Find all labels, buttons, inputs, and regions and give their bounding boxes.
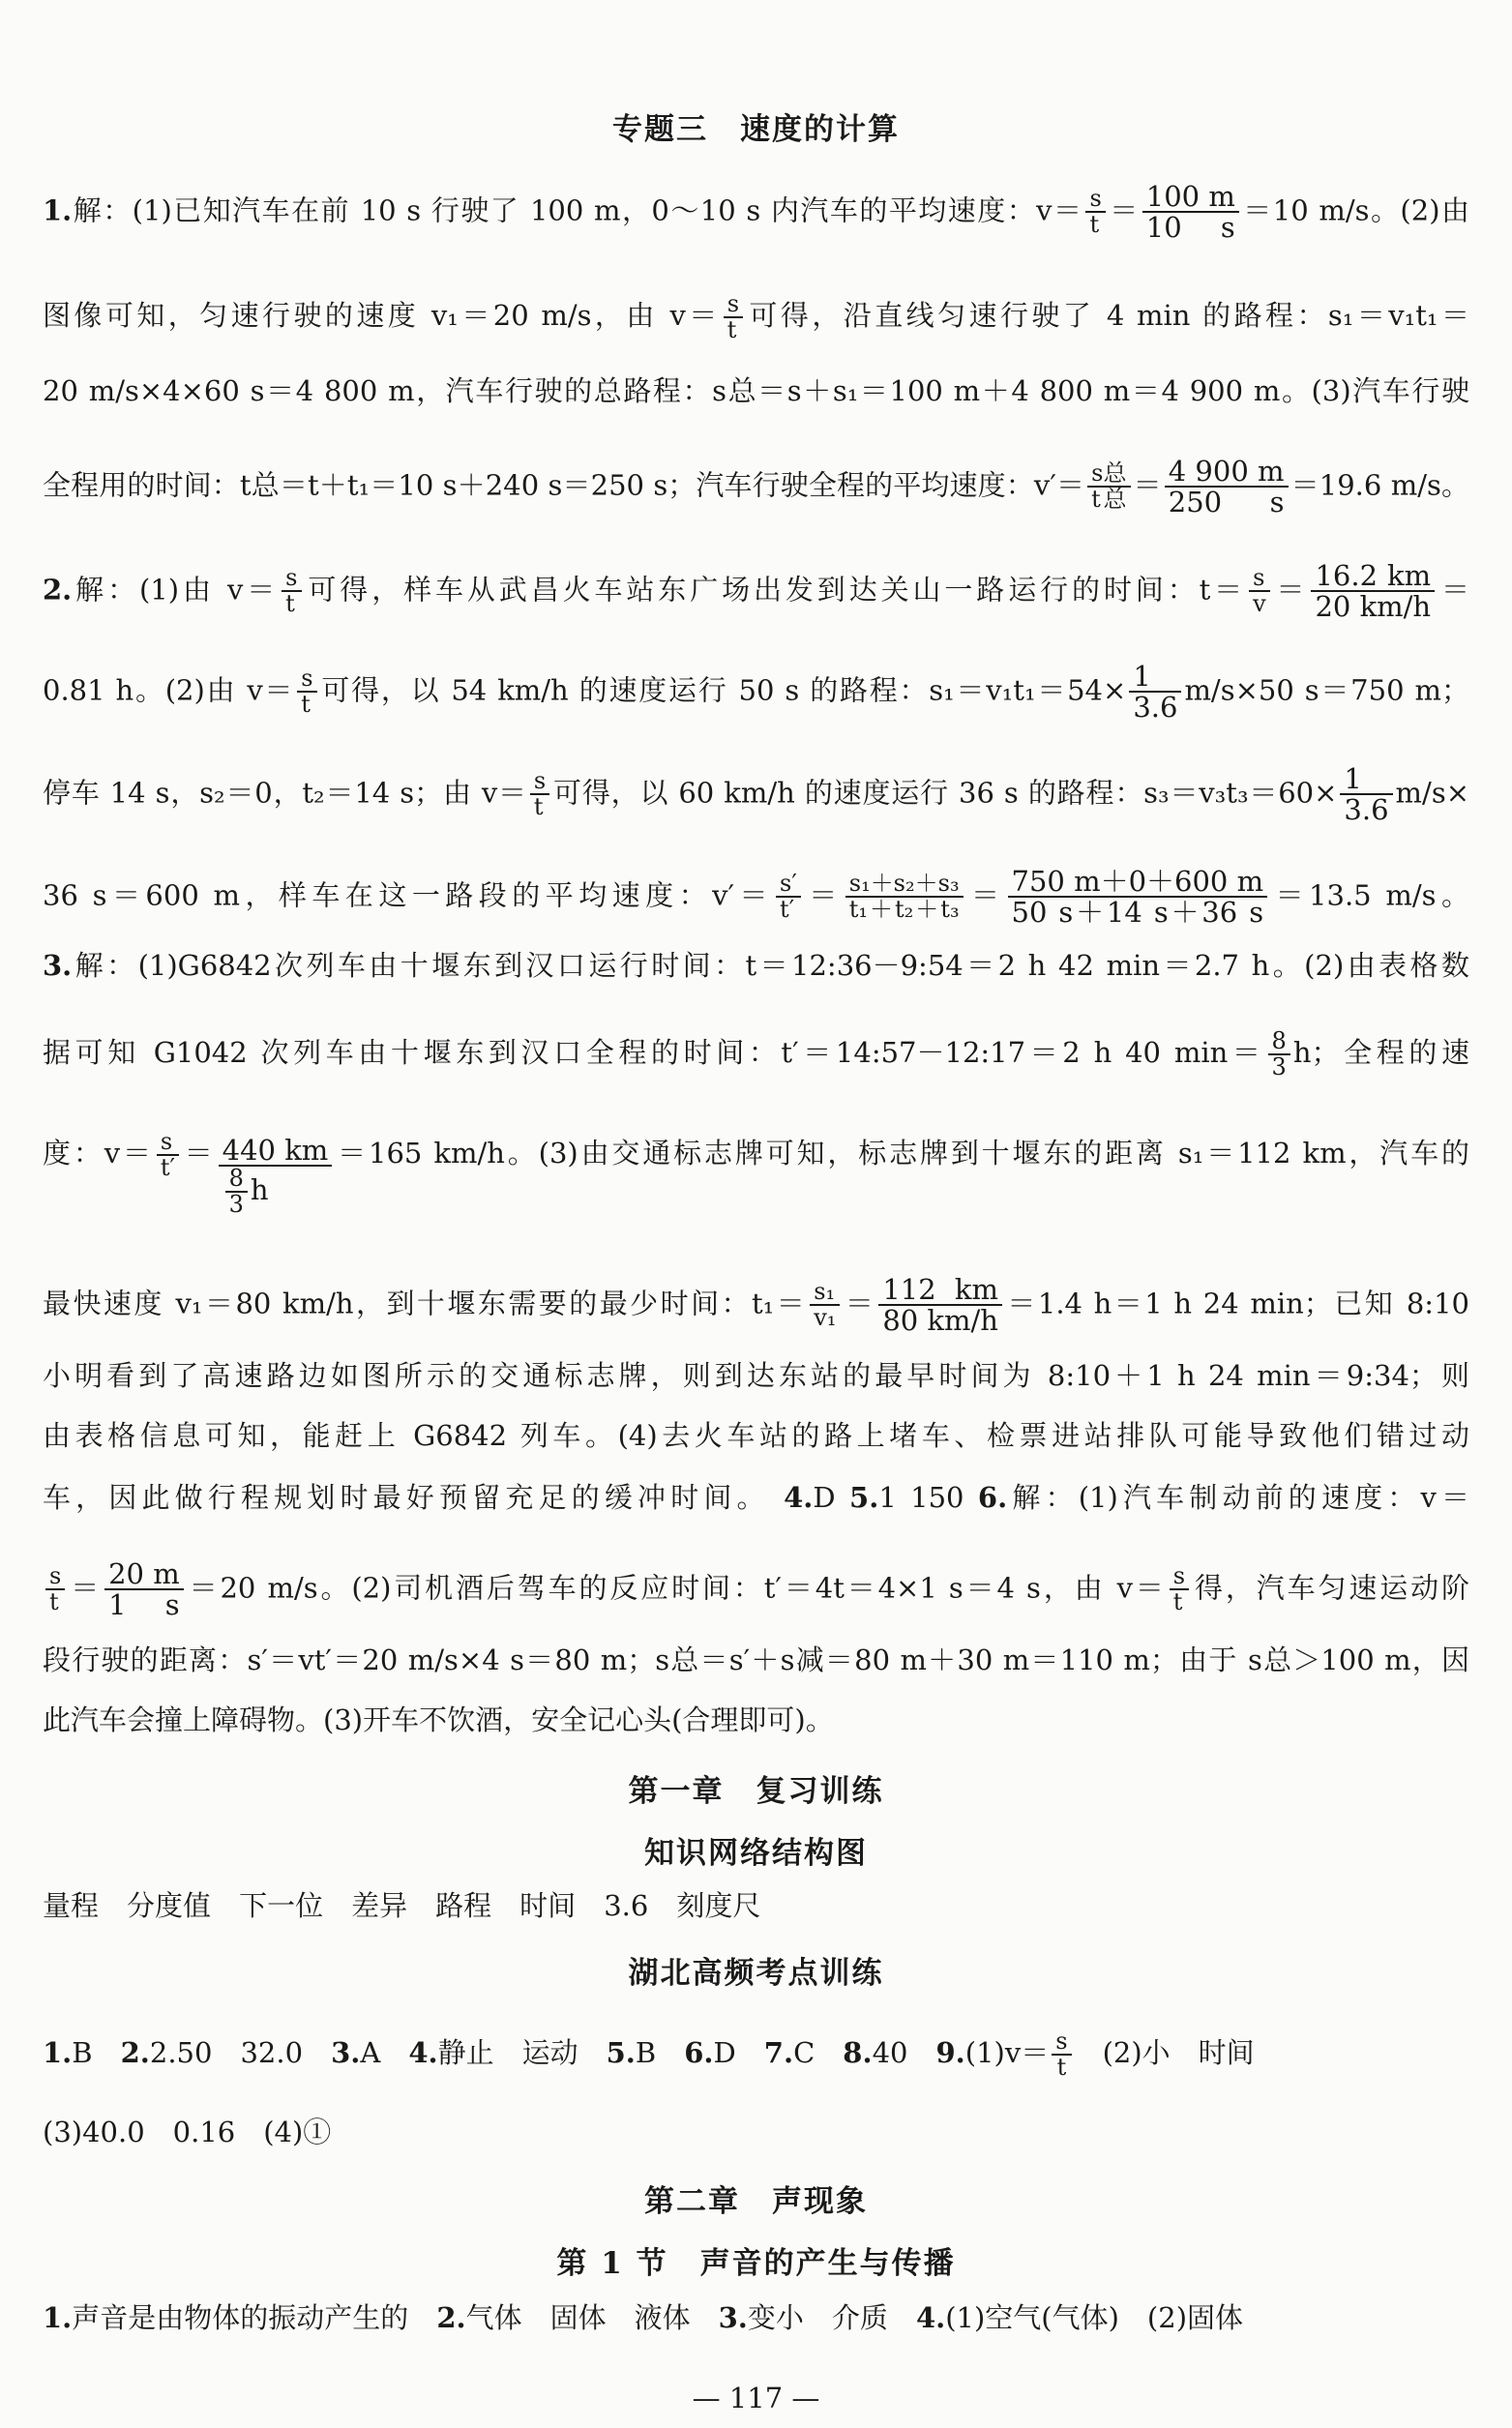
q1-line-2: 图像可知，匀速行驶的速度 v₁＝20 m/s，由 v＝ $\frac{s}{t}$ 可得，沿直线匀速行驶了 4 min 的路程：s₁＝v₁t₁＝ [43,290,1469,344]
fraction: $\frac{\text{s₁}}{\text{v₁}}$ [810,1280,840,1330]
fraction: $\frac{\text{s₁＋s₂＋s₃}}{\text{t₁＋t₂＋t₃}}$ [845,872,964,922]
fraction: $\frac{s}{t}$ [1052,2029,1071,2080]
fraction: $\frac{4 900 m}{250 s}$ [1165,457,1289,518]
fraction: $\frac{1}{3.6}$ [1340,764,1392,825]
q1-line-3: 20 m/s×4×60 s＝4 800 m，汽车行驶的总路程：s总＝s＋s₁＝100 m＋4 800 m＝4 900 m。(3)汽车行驶 [43,374,1469,407]
answers-line-1: 1.B 2.2.50 32.0 3.A 4.静止 运动 5.B 6.D 7.C 8.40 9.(1)v＝ $\frac{s}{t}$ (2)小 时间 [43,2028,1255,2082]
fraction: $\frac{750 m+0+600 m}{50 s+14 s+36 s}$ [1008,867,1268,928]
q2-line-1: 2.解：(1)由 v＝ $\frac{s}{t}$ 可得，样车从武昌火车站东广场出发到达关山一路运行的时间：t＝ $\frac{s}{v}$ ＝ $\frac{16.2 km}{20 km/h}$ ＝ [43,559,1469,624]
fraction: $\frac{112 km}{80 km/h}$ [878,1275,1002,1336]
q2-line-2: 0.81 h。(2)由 v＝ $\frac{s}{t}$ 可得，以 54 km/h 的速度运行 50 s 的路程：s₁＝v₁t₁＝54× $\frac{1}{3.6}$ m/s×50 s＝750 m； [43,660,1469,725]
q6-line-3: 此汽车会撞上障碍物。(3)开车不饮酒，安全记心头(合理即可)。 [43,1703,834,1736]
fraction: $\frac{\text{s总}}{\text{t总}}$ [1087,461,1130,512]
q3-line-7: 车，因此做行程规划时最好预留充足的缓冲时间。 4.D 5.1 150 6.解：(1)汽车制动前的速度：v＝ [43,1481,1470,1514]
q3-line-3: 度：v＝ $\frac{s}{t'}$ ＝ 440 km $\frac{8}{3}$ h ＝165 km/h。(3)由交通标志牌可知，标志牌到十堰东的距离 s₁＝112 km，汽车的 [43,1128,1469,1219]
q2-line-3: 停车 14 s，s₂＝0，t₂＝14 s；由 v＝ $\frac{s}{t}$ 可得，以 60 km/h 的速度运行 36 s 的路程：s₃＝v₃t₃＝60× $\frac{1}{3.6}$ m/s× [43,762,1469,827]
subsection-title: 湖北高频考点训练 [628,1956,884,1991]
fraction: $\frac{100 m}{10 s}$ [1142,182,1239,243]
q3-line-6: 由表格信息可知，能赶上 G6842 列车。(4)去火车站的路上堵车、检票进站排队可能导致他们错过动 [43,1419,1469,1452]
q1-line-4: 全程用的时间：t总＝t＋t₁＝10 s＋240 s＝250 s；汽车行驶全程的平均速度：v′＝ $\frac{\text{s总}}{\text{t总}}$ ＝ $\frac{4 900 m}{250 s}$ ＝19.6 m/s。 [43,455,1469,519]
fraction: $\frac{s}{t}$ [1170,1564,1189,1614]
fraction: $\frac{s}{v}$ [1249,566,1270,616]
fraction: $\frac{20 m}{1 s}$ [104,1559,184,1620]
fraction: $\frac{s}{t}$ [45,1564,65,1614]
subsection-title: 知识网络结构图 [644,1836,868,1871]
section-title: 专题三 速度的计算 [612,112,900,147]
fraction: $\frac{s}{t}$ [1085,187,1105,237]
compound-fraction: 440 km $\frac{8}{3}$ h [219,1136,333,1218]
fraction: $\frac{s}{t}$ [282,566,301,616]
chapter-title: 第一章 复习训练 [628,1774,884,1809]
fraction: $\frac{8}{3}$ [1268,1029,1290,1080]
q3-line-5: 小明看到了高速路边如图所示的交通标志牌，则到达东站的最早时间为 8:10＋1 h 24 min＝9:34；则 [43,1359,1469,1392]
answers-line-3: 1.声音是由物体的振动产生的 2.气体 固体 液体 3.变小 介质 4.(1)空气(气体) (2)固体 [43,2301,1244,2334]
q2-line-4: 36 s＝600 m，样车在这一路段的平均速度：v′＝ $\frac{s'}{t'}$ ＝ $\frac{\text{s₁＋s₂＋s₃}}{\text{t₁＋t₂＋t₃}}$ ＝ $\frac{750 m+0+600 m}{50 s+14 s+36 s}$ ＝13.5 m/s。 [43,865,1469,930]
fraction: $\frac{s'}{t'}$ [776,872,801,922]
knowledge-terms: 量程 分度值 下一位 差异 路程 时间 3.6 刻度尺 [43,1889,761,1922]
chapter-title: 第二章 声现象 [644,2184,868,2219]
page-number: — 117 — [692,2382,820,2414]
fraction: $\frac{1}{3.6}$ [1129,662,1181,723]
fraction: $\frac{16.2 km}{20 km/h}$ [1311,561,1435,622]
q6-line-2: 段行驶的距离：s′＝vt′＝20 m/s×4 s＝80 m；s总＝s′＋s减＝80 m＋30 m＝110 m；由于 s总＞100 m，因 [43,1643,1469,1676]
q3-line-4: 最快速度 v₁＝80 km/h，到十堰东需要的最少时间：t₁＝ $\frac{\text{s₁}}{\text{v₁}}$ ＝ $\frac{112 km}{80 km/h}$ ＝1.4 h＝1 h 24 min；已知 8:10 [43,1273,1469,1338]
fraction: $\frac{s}{t'}$ [157,1130,179,1180]
q3-line-2: 据可知 G1042 次列车由十堰东到汉口全程的时间：t′＝14:57－12:17＝2 h 40 min＝ $\frac{8}{3}$ h；全程的速 [43,1027,1469,1081]
q6-line-1: $\frac{s}{t}$ ＝ $\frac{20 m}{1 s}$ ＝20 m/s。(2)司机酒后驾车的反应时间：t′＝4t＝4×1 s＝4 s，由 v＝ $\frac{s}{t}$ 得，汽车匀速运动阶 [43,1559,1469,1620]
fraction: $\frac{8}{3}$ [225,1167,248,1217]
fraction: $\frac{s}{t}$ [530,769,549,819]
fraction: $\frac{s}{t}$ [297,666,316,717]
answers-line-2: (3)40.0 0.16 (4)① [43,2116,332,2148]
section-heading: 第 1 节 声音的产生与传播 [556,2246,956,2281]
q3-line-1: 3.解：(1)G6842次列车由十堰东到汉口运行时间：t＝12:36－9:54＝2 h 42 min＝2.7 h。(2)由表格数 [43,949,1469,982]
fraction: $\frac{s}{t}$ [724,292,743,342]
page [43,0,1469,2428]
q1-line-1: 1.解：(1)已知汽车在前 10 s 行驶了 100 m，0～10 s 内汽车的平均速度：v＝ $\frac{s}{t}$ ＝ $\frac{100 m}{10 s}$ ＝10 m/s。(2)由 [43,180,1469,245]
